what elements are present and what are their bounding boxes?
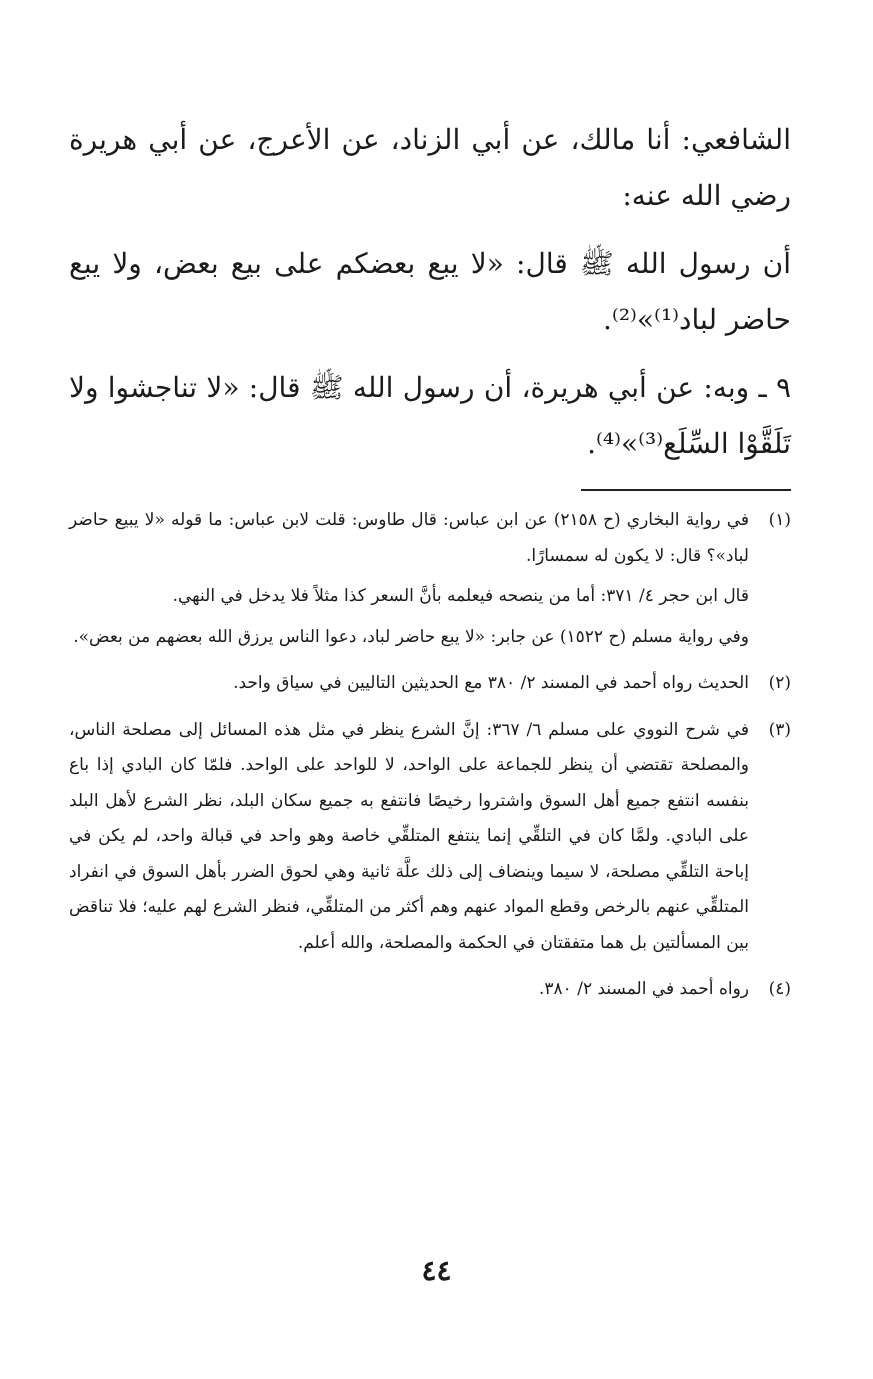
footnote-4 [69,972,791,1013]
main-text [69,112,791,484]
footnote-paragraph: الحديث رواه أحمد في المسند ٢/ ٣٨٠ مع الحديثين التاليين في سياق واحد. [233,673,749,693]
footnote-1 [69,503,791,660]
footnote-paragraph: في رواية البخاري (ح ٢١٥٨) عن ابن عباس: قال طاوس: قلت لابن عباس: ما قوله «لا يبيع حاضر لباد»؟ قال: لا يكون له سمسارًا. [69,510,749,566]
footnote-divider [581,489,791,491]
footnote-3 [69,713,791,967]
footnote-body [69,972,749,1013]
hadith-9-text: ٩ ـ وبه: عن أبي هريرة، أن رسول الله ﷺ قال: «لا تناجشوا ولا تَلَقَّوْا السِّلَع⁽³⁾»⁽⁴⁾. [69,371,791,460]
page-number: ٤٤ [421,1254,452,1287]
footnote-number: (٢) [768,673,791,693]
footnote-2 [69,666,791,707]
isnad-paragraph: الشافعي: أنا مالك، عن أبي الزناد، عن الأعرج، عن أبي هريرة رضي الله عنه: [69,123,791,212]
footnotes [69,503,791,1019]
footnote-paragraph: في شرح النووي على مسلم ٦/ ٣٦٧: إنَّ الشرع ينظر في مثل هذه المسائل إلى مصلحة الناس، والمصلحة تقتضي أن ينظر للجماعة على الواحد، لا للواحد على الواحد. فلمّا كان البادي إذا باع بنفسه انتفع جميع أهل السوق واشتروا رخيصًا فانتفع به جميع سكان البلد، نظر الشرع لأهل البلد على البادي. ولمَّا كان في التلقِّي إنما ينتفع المتلقِّي خاصة وهو واحد في قبالة واحد، لم يكن في إباحة التلقِّي مصلحة، لا سيما وينضاف إلى ذلك علَّة ثانية وهي لحوق الضرر بأهل السوق في انفراد المتلقِّي عنهم بالرخص وقطع المواد عنهم وهم أكثر من المتلقِّي، فنظر الشرع لهم عليه؛ فلا تناقض بين المسألتين بل هما متفقتان في الحكمة والمصلحة، والله أعلم. [69,719,749,953]
footnote-body [69,713,749,967]
footnote-number: (٤) [768,979,791,999]
footnote-body [69,503,749,660]
footnote-paragraph: وفي رواية مسلم (ح ١٥٢٢) عن جابر: «لا يبع حاضر لباد، دعوا الناس يرزق الله بعضهم من بعض». [73,626,749,647]
footnote-number: (١) [768,510,791,530]
footnote-paragraph: رواه أحمد في المسند ٢/ ٣٨٠. [539,979,749,999]
footnote-body [69,666,749,707]
hadith-8-text: أن رسول الله ﷺ قال: «لا يبع بعضكم على بيع بعض، ولا يبع حاضر لباد⁽¹⁾»⁽²⁾. [69,247,791,336]
footnote-paragraph: قال ابن حجر ٤/ ٣٧١: أما من ينصحه فيعلمه بأنَّ السعر كذا مثلاً فلا يدخل في النهي. [172,586,749,606]
footnote-number: (٣) [768,719,791,740]
